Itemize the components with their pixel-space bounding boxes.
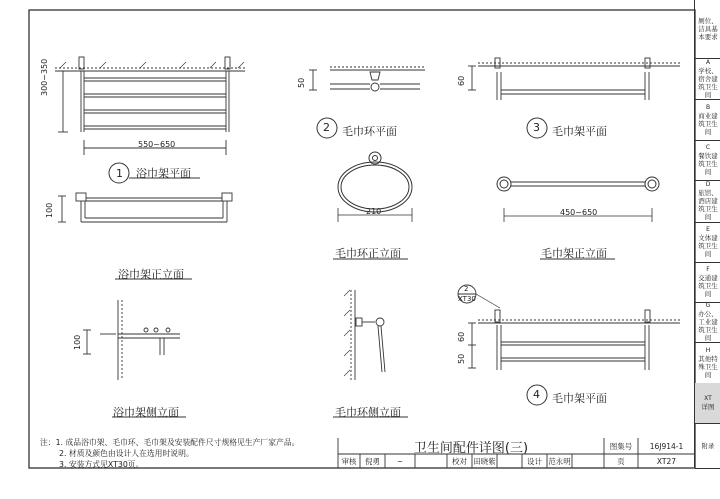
sidebar-item-label: 旅馆、酒店建筑卫生间	[698, 189, 718, 221]
label-yj-side: 浴巾架侧立面	[113, 406, 179, 419]
dim-d2: 50	[297, 77, 306, 88]
sidebar-item-label: 办公、工业建筑卫生间	[698, 310, 718, 342]
label-mh-side: 毛巾环侧立面	[335, 406, 401, 419]
detail-1-title: 浴巾架平面	[136, 167, 191, 180]
wall-hatch-2	[344, 290, 350, 376]
towel-ring-side-elevation	[351, 290, 385, 380]
sidebar-item-letter: D	[705, 181, 711, 188]
ref-marker-bottom: XT30	[458, 295, 476, 303]
label-mj-front: 毛巾架正立面	[541, 247, 607, 260]
note-line-2: 2. 材质及颜色由设计人在选用时说明。	[59, 449, 194, 458]
note-line-3: 3. 安装方式见XT30页。	[59, 460, 144, 469]
sheet-title: 卫生间配件详图(三)	[413, 441, 529, 456]
sidebar-item[interactable]	[695, 383, 720, 424]
sidebar-item-label: 交通建筑卫生间	[698, 274, 718, 298]
sidebar-item[interactable]	[695, 302, 720, 343]
sidebar-item-label: 学校、宿舍建筑卫生间	[698, 66, 718, 99]
sidebar-item-label: 厕位、洁具基本要求	[698, 17, 718, 41]
dim-d1-height: 300~350	[40, 58, 49, 96]
sidebar-item-label: 其他特殊卫生间	[698, 354, 718, 379]
dim-yj-front: 100	[45, 202, 54, 218]
label-mh-front: 毛巾环正立面	[335, 247, 401, 260]
sidebar-item[interactable]	[695, 0, 720, 59]
detail-3-number: 3	[533, 121, 540, 134]
sidebar-item[interactable]	[695, 342, 720, 384]
ref-marker-top: 2	[464, 285, 469, 293]
checker-name: 田晓紫	[473, 456, 496, 466]
sidebar-item-label: 详图	[701, 403, 715, 411]
sidebar-item-label: 商业建筑卫生间	[698, 111, 718, 136]
sidebar-item-letter: G	[705, 302, 711, 309]
sidebar-item[interactable]	[695, 180, 720, 223]
dim-mj-front: 450~650	[560, 208, 598, 217]
sidebar-item-letter: H	[705, 346, 711, 354]
label-yj-front: 浴巾架正立面	[118, 268, 184, 281]
detail-3-title: 毛巾架平面	[552, 125, 607, 138]
sidebar-item-letter: XT	[704, 395, 712, 402]
notes	[40, 437, 299, 470]
sidebar-item-letter: B	[705, 103, 711, 111]
towel-rack-plan	[468, 58, 680, 100]
design-label: 设计	[527, 456, 542, 466]
sidebar-item-letter: A	[705, 58, 711, 66]
sidebar-item[interactable]	[695, 99, 720, 141]
sidebar-item-letter: F	[706, 266, 710, 273]
sidebar-item[interactable]	[695, 222, 720, 263]
section-sidebar	[694, 0, 720, 468]
page-number: XT27	[656, 456, 677, 466]
detail-4-title: 毛巾架平面	[552, 392, 607, 405]
designer-name: 范永明	[548, 456, 571, 466]
dim-d4-a: 60	[457, 331, 466, 342]
bath-towel-rack-front-elevation	[58, 193, 232, 222]
bath-towel-rack-side-elevation	[83, 300, 180, 380]
note-line-1: 注：1. 成品浴巾架、毛巾环、毛巾架及安装配件尺寸规格见生产厂家产品。	[40, 438, 300, 447]
sidebar-item[interactable]	[695, 58, 720, 100]
detail-4-number: 4	[533, 388, 540, 401]
sidebar-item-letter: C	[705, 144, 711, 151]
sidebar-item[interactable]	[695, 140, 720, 181]
dim-d1-width: 550~650	[138, 140, 176, 149]
dim-mh-front: 210	[366, 207, 382, 216]
towel-ring-plan	[309, 67, 425, 91]
sidebar-item-label: 文体建筑卫生间	[698, 234, 718, 258]
detail-2-title: 毛巾环平面	[342, 125, 397, 138]
dim-d4-b: 50	[457, 353, 466, 364]
check-label: 校对	[452, 456, 467, 466]
dim-yj-side: 100	[73, 334, 82, 350]
sidebar-item[interactable]	[695, 423, 720, 469]
ceiling-hatch-1	[60, 62, 244, 68]
atlas-label: 图集号	[609, 442, 633, 451]
detail-1-number: 1	[116, 167, 123, 180]
reviewer-signature: ~	[396, 456, 404, 466]
detail-2-number: 2	[323, 121, 330, 134]
atlas-number: 16J914-1	[649, 442, 684, 451]
sidebar-item[interactable]	[695, 262, 720, 303]
page-label: 页	[617, 456, 625, 466]
sidebar-item-label: 餐饮建筑卫生间	[698, 152, 718, 176]
sidebar-item-letter: E	[706, 226, 710, 233]
towel-rack-plan-double	[458, 285, 680, 370]
review-label: 审核	[341, 456, 357, 466]
reviewer-name: 倪勇	[365, 456, 380, 466]
sidebar-item-label: 附录	[701, 441, 715, 450]
dim-d3: 60	[457, 75, 466, 86]
